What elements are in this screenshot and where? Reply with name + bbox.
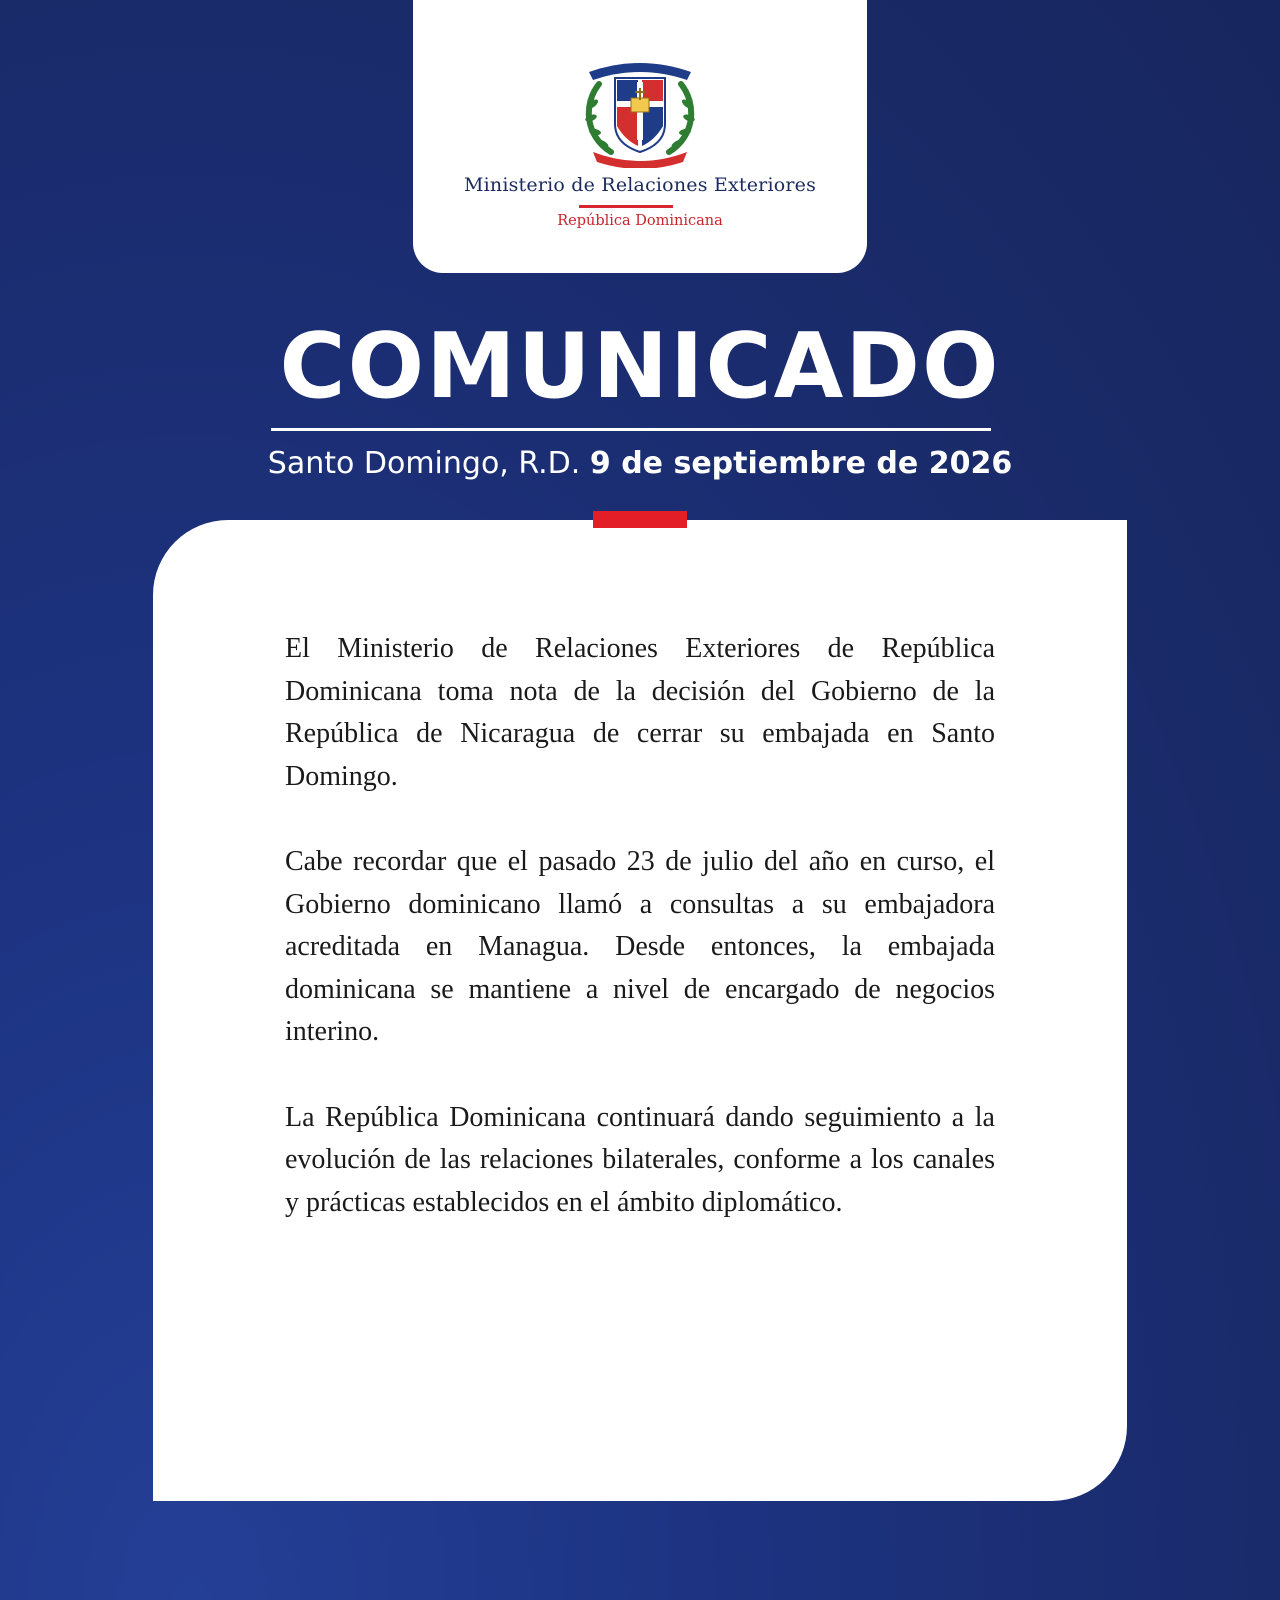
dateline-place: Santo Domingo, R.D. [267, 446, 581, 481]
statement-paragraph: Cabe recordar que el pasado 23 de julio del año en curso, el Gobierno dominicano llamó a consultas a su embajadora acreditada en Managua. Desde entonces, la embajada dominicana se mantiene a nivel de encargado de negocios interino. [285, 846, 995, 1047]
page-title: COMUNICADO [279, 314, 1001, 419]
dateline-date: 9 de septiembre de 2026 [589, 446, 1013, 481]
logo-divider [579, 205, 673, 208]
ministry-name: Ministerio de Relaciones Exteriores [463, 174, 817, 196]
accent-bar [593, 511, 687, 528]
statement-paragraph: El Ministerio de Relaciones Exteriores de República Dominicana toma nota de la decisión del Gobierno de la República de Nicaragua de cerrar su embajada en Santo Domingo. [285, 633, 995, 792]
title-underline [271, 428, 991, 431]
dateline [0, 444, 1280, 484]
country-name: República Dominicana [557, 213, 723, 229]
statement-paragraph: La República Dominicana continuará dando seguimiento a la evolución de las relaciones bilaterales, conforme a los canales y prácticas establecidos en el ámbito diplomático. [285, 1101, 995, 1218]
dominican-coat-of-arms-icon [581, 54, 699, 168]
statement-body [285, 628, 995, 1267]
